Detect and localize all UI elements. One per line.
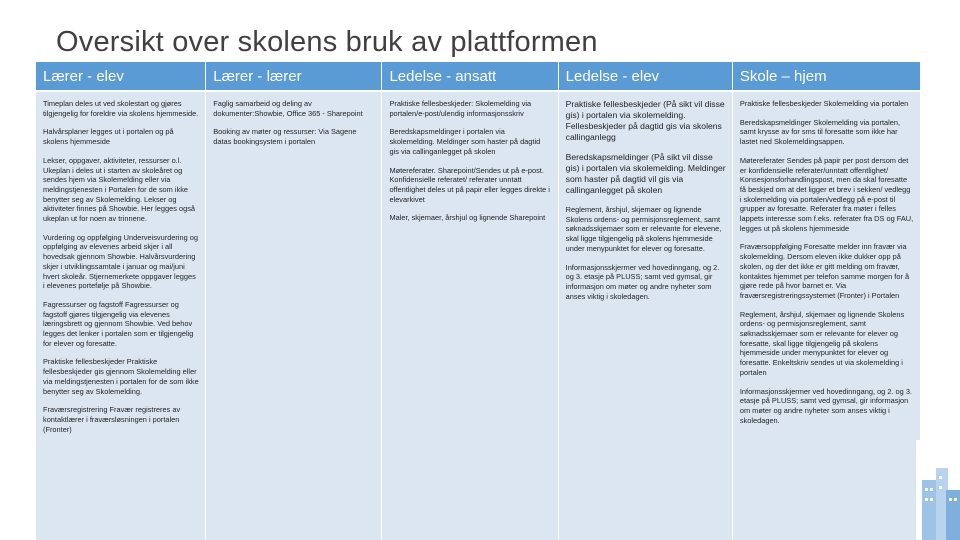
cell-paragraph: Praktiske fellesbeskjeder Skolemelding via portalen [739,99,909,108]
column-body [36,92,205,540]
cell-paragraph: Fraværsoppfølging Foresatte melder inn fravær via skolemelding. Dersom eleven ikke dukker opp på skolen, og der det ikke er gitt melding om fravær, kontaktes hjemmet per telefon samme morgen for å gjøre rede på hvor barnet er. Via fraværsregistreringssystemet (Fronter) i Portalen [739,242,910,300]
cell-paragraph: Fraværsregistrering Fravær registreres av kontaktlærer i fraværsløsningen i portalen (Fronter) [43,405,181,434]
cell-paragraph: Reglement, årshjul, skjemaer og lignende Skolens ordens- og permisjonsreglement, samt søknadsskjemaer som er relevante for elevene, skal ligge tilgjengelig på skolens hjemmeside under menypunktet for elever og foresatte. [565,205,722,253]
column-header: Lærer - elev [36,62,205,92]
cell-paragraph: Beredskapsmeldinger Skolemelding via portalen, samt krysse av for sms til foresatte som ikke har lastet ned Skolemeldingsappen. [739,117,901,147]
column-ledelse-elev [559,62,733,540]
column-header: Ledelse - elev [559,62,732,92]
column-ledelse-ansatt [382,62,558,540]
cell-paragraph: Møtereferater. Sharepoint/Sendes ut på e-post. Konfidensielle referatet/ referater unntatt offentlighet deles ut på papir eller legges direkte i elevarkivet [389,165,550,204]
cell-paragraph: Fagressurser og fagstoff Fagressurser og fagstoff gjøres tilgjengelig via elevenes læringsbrett og gjennom Showbie. Ved behov legges det lenker i portalen som er tilgjengelig for elever og foresatte. [43,299,194,348]
cell-paragraph: Reglement, årshjul, skjemaer og lignende Skolens ordens- og permisjonsreglement, samt søknadsskjemaer som er relevante for elever og foresatte, skal ligge tilgjengelig på skolens hjemmeside under menypunktet for elever og foresatte. Enkeltskriv sendes ut via skolemelding i portalen [739,309,905,377]
column-header: Ledelse - ansatt [382,62,557,92]
column-body [206,92,381,540]
cell-paragraph: Booking av møter og ressurser: Via Sagene datas bookingsystem i portalen [213,127,357,147]
column-body [733,92,920,540]
cell-paragraph: Praktiske fellesbeskjeder (På sikt vil disse gis) i portalen via skolemelding. Fellesbeskjeder på dagtid gis via skolens callinganlegg [565,99,725,142]
cell-paragraph: Informasjonsskjermer ved hovedinngang, og 2. og 3. etasje på PLUSS; samt ved gymsal, gir informasjon om møter og andre nyheter som anses viktig i skoledagen. [739,386,912,425]
decorative-city-graphic [916,440,960,540]
cell-paragraph: Praktiske fellesbeskjeder Praktiske fellesbeskjeder gis gjennom Skolemelding eller via meldingstjenesten i portalen for de som ikke benytter seg av Skolemelding. [43,357,199,396]
column-skole-hjem [733,62,920,540]
column-body [382,92,557,540]
cell-paragraph: Lekser, oppgaver, aktiviteter, ressurser o.l. Ukeplan i deles ut i starten av skoleåret og sendes hjem via Skolemelding eller via meldingstjenesten i Portalen for de som ikke benytter seg av Skolemelding. Lekser og aktiviteter finnes på Showbie. Her legges også ukeplan ut for noen av trinnene. [43,155,196,224]
cell-paragraph: Beredskapsmeldinger (På sikt vil disse gis) i portalen via skolemelding. Meldinger som haster på dagtid vil gis via callinganlegget på skolen [565,152,726,195]
cell-paragraph: Halvårsplaner legges ut i portalen og på skolens hjemmeside [43,127,174,147]
cell-paragraph: Beredskapsmeldinger i portalen via skolemelding. Meldinger som haster på dagtid gis via callinganlegget på skolen [389,127,541,156]
cell-paragraph: Informasjonsskjermer ved hovedinngang, og 2. og 3. etasje på PLUSS; samt ved gymsal, gir informasjon om møter og andre nyheter som anses viktig i skoledagen. [565,262,720,301]
cell-paragraph: Timeplan deles ut ved skolestart og gjøres tilgjengelig for foreldre via skolens hjemmeside. [43,99,199,118]
column-header: Skole – hjem [733,62,920,92]
column-laerer-elev [36,62,206,540]
slide-title: Oversikt over skolens bruk av plattformen [56,26,598,58]
cell-paragraph: Møtereferater Sendes på papir per post dersom det er konfidensielle referater/unntatt offentlighet/ Konsesjonsforhandlingspost, men da skal foresatte få beskjed om at det ligger et brev i sekken/ vedlegg i skolemelding via portalen/vedlegg på e-post til grupper av foresatte. Referater fra møter i felles lappets interesse som f.eks. referater fra DS og FAU, legges ut på skolens hjemmeside [739,155,914,233]
column-laerer-laerer [206,62,382,540]
column-header: Lærer - lærer [206,62,381,92]
cell-paragraph: Faglig samarbeid og deling av dokumenter:Showbie, Office 365 - Sharepoint [213,99,363,118]
cell-paragraph: Maler, skjemaer, årshjul og lignende Sharepoint [389,213,546,223]
overview-table [36,62,920,540]
cell-paragraph: Vurdering og oppfølging Underveisvurdering og oppfølging av elevenes arbeid skjer i all hovedsak gjennom Showbie. Halvårsvurdering skjer i utviklingssamtale i januar og mai/juni hvert skoleår. Stjernemerkete oppgaver legges i elevenes portefølje på Showbie. [43,232,199,291]
column-body [559,92,732,540]
cell-paragraph: Praktiske fellesbeskjeder: Skolemelding via portalen/e-post/ulendig informasjonsskriv [389,99,532,118]
